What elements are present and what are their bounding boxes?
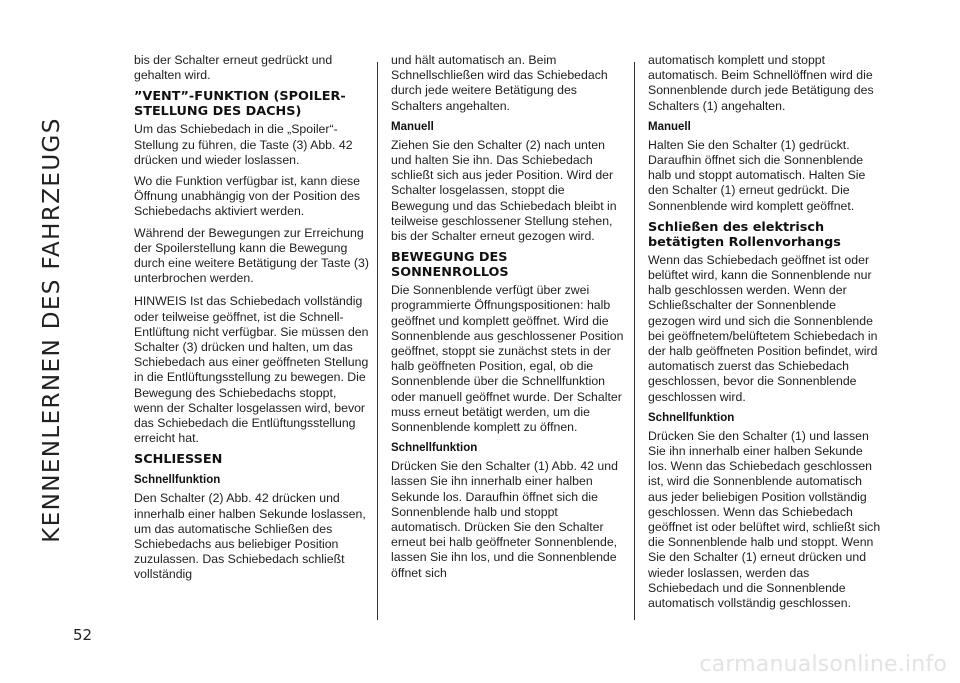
paragraph: Wenn das Schiebedach geöffnet ist oder belüftet wird, kann die Sonnenblende nur halb geschlossen werden. Wenn der Schließschalter der Sonnenblende gezogen wird und sich die Sonnenblende bei geöffnetem/belüftetem Schiebedach in der halb geöffneten Position befindet, wird automatisch zuerst das Schiebedach geschlossen, bevor die Sonnenblende geschlossen wird. — [648, 252, 878, 404]
subheading-manuell: Manuell — [391, 120, 434, 133]
paragraph: Halten Sie den Schalter (1) gedrückt. Daraufhin öffnet sich die Sonnenblende halb und stoppt automatisch. Halten Sie den Schalter (1) erneut gedrückt. Die Sonnenblende wird komplett geöffnet. — [648, 137, 866, 213]
paragraph: Ziehen Sie den Schalter (2) nach unten und halten Sie ihn. Das Schiebedach schließt sich aus jeder Position. Wird der Schalter losgelassen, stoppt die Bewegung und das Schiebedach bleibt in teilweise geschlossener Stellung stehen, bis der Schalter erneut gezogen wird. — [391, 137, 617, 244]
paragraph: automatisch komplett und stoppt automatisch. Beim Schnellöffnen wird die Sonnenblende durch jede Betätigung des Schalters (1) angehalten. — [648, 53, 874, 113]
text-column-3 — [648, 53, 883, 617]
subheading-schnellfunktion: Schnellfunktion — [648, 411, 735, 424]
text-column-2 — [391, 53, 626, 587]
column-divider — [377, 62, 378, 620]
paragraph: Wo die Funktion verfügbar ist, kann diese Öffnung unabhängig von der Position des Schiebedachs aktiviert werden. — [134, 174, 361, 219]
section-heading-vent: ”VENT”-FUNKTION (SPOILER-STELLUNG DES DACHS) — [134, 89, 346, 120]
paragraph: Den Schalter (2) Abb. 42 drücken und innerhalb einer halben Sekunde loslassen, um das automatische Schließen des Schiebedachs aus beliebiger Position zuzulassen. Das Schiebedach schließt vollständig — [134, 491, 366, 582]
paragraph: bis der Schalter erneut gedrückt und gehalten wird. — [134, 53, 333, 83]
watermark: carmanualsonline.info — [699, 652, 947, 677]
subheading-manuell: Manuell — [648, 120, 691, 133]
note-paragraph: HINWEIS Ist das Schiebedach vollständig oder teilweise geöffnet, ist die Schnell-Entlüftung nicht verfügbar. Sie müssen den Schalter (3) drücken und halten, um das Schiebedach aus einer geöffneten Stellung in die Entlüftungsstellung zu bewegen. Die Bewegung des Schiebedachs stoppt, wenn der Schalter losgelassen wird, bevor das Schiebedach die Entlüftungsstellung erreicht hat. — [134, 294, 369, 446]
paragraph: Während der Bewegungen zur Erreichung der Spoilerstellung kann die Bewegung durch eine weitere Betätigung der Taste (3) unterbrochen werden. — [134, 225, 369, 286]
text-column-1 — [134, 53, 369, 589]
paragraph: Um das Schiebedach in die „Spoiler“-Stellung zu führen, die Taste (3) Abb. 42 drücken und wieder loslassen. — [134, 122, 353, 167]
paragraph: Drücken Sie den Schalter (1) Abb. 42 und lassen Sie ihn innerhalb einer halben Sekunde los. Daraufhin öffnet sich die Sonnenblende halb und stoppt automatisch. Drücken Sie den Schalter erneut bei halb geöffneter Sonnenblende, lassen Sie ihn los, und die Sonnenblende öffnet sich — [391, 459, 618, 580]
subheading-schnellfunktion: Schnellfunktion — [134, 474, 221, 487]
column-divider — [634, 62, 635, 620]
section-heading-rollenvorhang: Schließen des elektrisch betätigten Rollenvorhangs — [648, 219, 841, 250]
paragraph: Die Sonnenblende verfügt über zwei programmierte Öffnungspositionen: halb geöffnet und komplett geöffnet. Wird die Sonnenblende aus geschlossener Position geöffnet, stoppt sie zunächst stets in der halb geöffneten Position, egal, ob die Sonnenblende über die Schnellfunktion oder manuell geöffnet wurde. Der Schalter muss erneut betätigt werden, um die Sonnenblende komplett zu öffnen. — [391, 283, 624, 435]
chapter-title-text: KENNENLERNEN DES FAHRZEUGS — [39, 117, 65, 543]
section-heading-schliessen: SCHLIESSEN — [134, 452, 223, 468]
page-number: 52 — [73, 626, 93, 644]
subheading-schnellfunktion: Schnellfunktion — [391, 442, 478, 455]
section-heading-bewegung: BEWEGUNG DES SONNENROLLOS — [391, 250, 509, 281]
paragraph: Drücken Sie den Schalter (1) und lassen Sie ihn innerhalb einer halben Sekunde los. Wenn das Schiebedach geschlossen ist, wird die Sonnenblende automatisch aus jeder beliebigen Position vollständig geschlossen. Wenn das Schiebedach geöffnet ist oder belüftet wird, schließt sich die Sonnenblende halb und stoppt. Wenn Sie den Schalter (1) erneut drücken und wieder loslassen, werden das Schiebedach und die Sonnenblende automatisch vollständig geschlossen. — [648, 428, 881, 611]
paragraph: und hält automatisch an. Beim Schnellschließen wird das Schiebedach durch jede weitere Betätigung des Schalters angehalten. — [391, 53, 608, 113]
